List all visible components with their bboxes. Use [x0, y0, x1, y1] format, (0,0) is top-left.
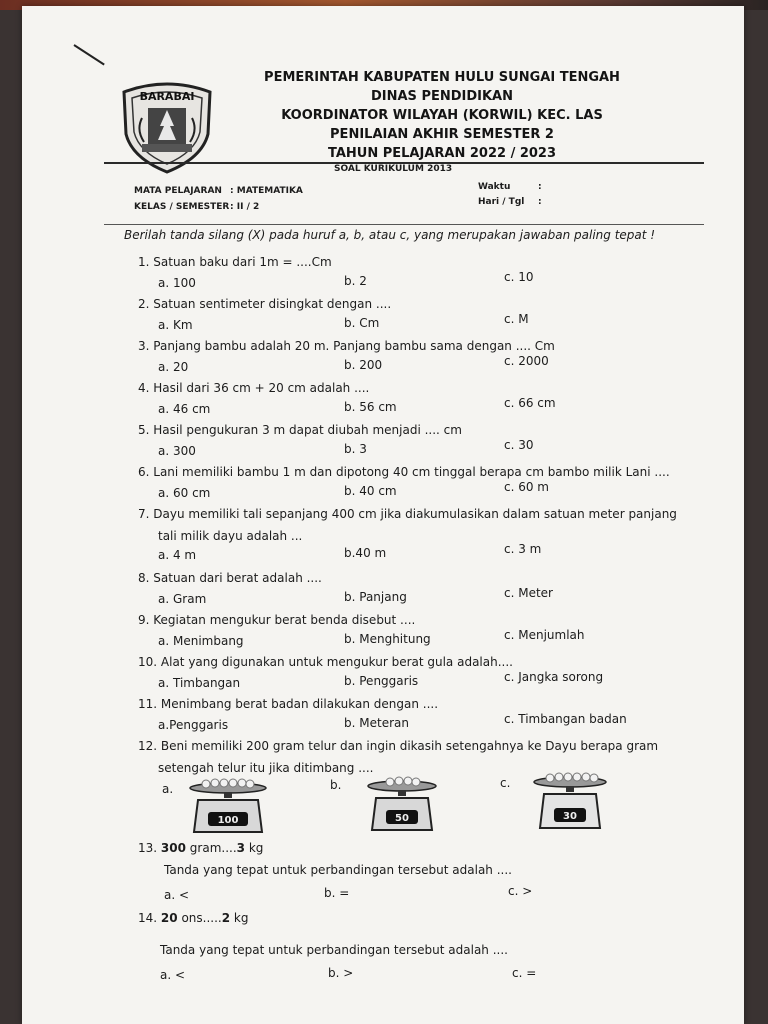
scale-c-reading: 30: [563, 811, 577, 822]
weighing-scale-c-image: [530, 772, 610, 830]
option-8b: b. Panjang: [344, 590, 407, 604]
question-13-number: 13.: [138, 841, 158, 855]
question-6: 6. Lani memiliki bambu 1 m dan dipotong 40 cm tinggal berapa cm bambo milik Lani ....: [138, 465, 670, 479]
subject-value: : MATEMATIKA: [230, 186, 303, 196]
option-11b: b. Meteran: [344, 716, 409, 730]
question-2: 2. Satuan sentimeter disingkat dengan ....: [138, 297, 392, 311]
option-3c: c. 2000: [504, 354, 549, 368]
question-10: 10. Alat yang digunakan untuk mengukur berat gula adalah....: [138, 655, 513, 669]
question-11: 11. Menimbang berat badan dilakukan dengan ....: [138, 697, 439, 711]
weighing-scale-a-image: [188, 778, 268, 836]
question-13-mid: gram....: [185, 841, 237, 855]
option-13c: c. >: [508, 884, 533, 898]
option-10c: c. Jangka sorong: [504, 670, 604, 684]
question-3: 3. Panjang bambu adalah 20 m. Panjang bambu sama dengan .... Cm: [138, 339, 555, 353]
question-14-value-2: 2: [221, 911, 231, 925]
option-10b: b. Penggaris: [344, 674, 419, 688]
question-14: [138, 910, 248, 926]
question-14-value-1: 20: [160, 911, 178, 925]
option-13b: b. =: [324, 886, 350, 900]
option-7c: c. 3 m: [504, 542, 542, 556]
question-1: 1. Satuan baku dari 1m = ....Cm: [138, 255, 332, 269]
option-4b: b. 56 cm: [344, 400, 397, 414]
option-3b: b. 200: [344, 358, 383, 372]
option-1b: b. 2: [344, 274, 367, 288]
header-line-1: PEMERINTAH KABUPATEN HULU SUNGAI TENGAH: [264, 70, 620, 85]
scale-b-reading: 50: [395, 813, 409, 824]
option-5b: b. 3: [344, 442, 367, 456]
option-5a: a. 300: [158, 444, 196, 458]
option-2a: a. Km: [158, 318, 193, 332]
question-7-line-2: tali milik dayu adalah ...: [158, 529, 303, 543]
option-6b: b. 40 cm: [344, 484, 397, 498]
option-2c: c. M: [504, 312, 529, 326]
weighing-scale-b-image: [362, 776, 442, 834]
option-12a: a.: [162, 782, 174, 796]
question-13-value-1: 300: [160, 841, 186, 855]
option-4c: c. 66 cm: [504, 396, 556, 410]
instruction-text: Berilah tanda silang (X) pada huruf a, b, atau c, yang merupakan jawaban paling tepat !: [124, 228, 656, 242]
option-6c: c. 60 m: [504, 480, 549, 494]
option-1a: a. 100: [158, 276, 196, 290]
question-12: 12. Beni memiliki 200 gram telur dan ingin dikasih setengahnya ke Dayu berapa gram: [138, 739, 659, 753]
option-12b: b.: [330, 778, 342, 792]
time-value: :: [538, 182, 542, 192]
question-14-line-2: Tanda yang tepat untuk perbandingan tersebut adalah ....: [160, 943, 508, 957]
option-2b: b. Cm: [344, 316, 380, 330]
option-5c: c. 30: [504, 438, 534, 452]
option-10a: a. Timbangan: [158, 676, 241, 690]
option-1c: c. 10: [504, 270, 534, 284]
option-7a: a. 4 m: [158, 548, 197, 562]
header-line-3: KOORDINATOR WILAYAH (KORWIL) KEC. LAS: [281, 108, 603, 123]
question-4: 4. Hasil dari 36 cm + 20 cm adalah ....: [138, 381, 370, 395]
question-13-value-2: 3: [236, 841, 246, 855]
class-label: KELAS / SEMESTER: [134, 202, 230, 212]
question-13-unit: kg: [245, 841, 264, 855]
option-7b: b.40 m: [344, 546, 387, 560]
question-14-number: 14.: [138, 911, 158, 925]
header-line-4: PENILAIAN AKHIR SEMESTER 2: [330, 127, 554, 142]
question-13-line-2: Tanda yang tepat untuk perbandingan tersebut adalah ....: [164, 863, 512, 877]
date-label: Hari / Tgl: [478, 197, 525, 207]
question-7: 7. Dayu memiliki tali sepanjang 400 cm jika diakumulasikan dalam satuan meter panjang: [138, 507, 677, 521]
subject-label: MATA PELAJARAN: [134, 186, 222, 196]
option-12c: c.: [500, 776, 511, 790]
option-3a: a. 20: [158, 360, 189, 374]
meta-divider: [104, 224, 704, 225]
question-9: 9. Kegiatan mengukur berat benda disebut ....: [138, 613, 416, 627]
question-8: 8. Satuan dari berat adalah ....: [138, 571, 322, 585]
option-8a: a. Gram: [158, 592, 207, 606]
option-9a: a. Menimbang: [158, 634, 244, 648]
option-9b: b. Menghitung: [344, 632, 431, 646]
exam-paper: [22, 6, 744, 1024]
option-11c: c. Timbangan badan: [504, 712, 627, 726]
option-9c: c. Menjumlah: [504, 628, 585, 642]
pen-mark: [73, 44, 104, 65]
option-13a: a. <: [164, 888, 190, 902]
header-line-5: TAHUN PELAJARAN 2022 / 2023: [327, 146, 557, 161]
school-header: [212, 68, 672, 163]
question-13: [138, 840, 263, 856]
time-label: Waktu: [478, 182, 511, 192]
question-5: 5. Hasil pengukuran 3 m dapat diubah menjadi .... cm: [138, 423, 462, 437]
question-12-line-2: setengah telur itu jika ditimbang ....: [158, 761, 374, 775]
option-8c: c. Meter: [504, 586, 553, 600]
option-14c: c. =: [512, 966, 537, 980]
logo-text: BARABAI: [139, 90, 195, 103]
curriculum-label: SOAL KURIKULUM 2013: [334, 164, 453, 174]
question-14-unit: kg: [230, 911, 249, 925]
question-14-mid: ons.....: [177, 911, 222, 925]
option-4a: a. 46 cm: [158, 402, 211, 416]
option-6a: a. 60 cm: [158, 486, 211, 500]
option-14b: b. >: [328, 966, 354, 980]
option-14a: a. <: [160, 968, 186, 982]
option-11a: a.Penggaris: [158, 718, 229, 732]
class-value: : II / 2: [230, 202, 260, 212]
date-value: :: [538, 197, 542, 207]
scale-a-reading: 100: [217, 815, 239, 826]
header-line-2: DINAS PENDIDIKAN: [370, 89, 514, 104]
